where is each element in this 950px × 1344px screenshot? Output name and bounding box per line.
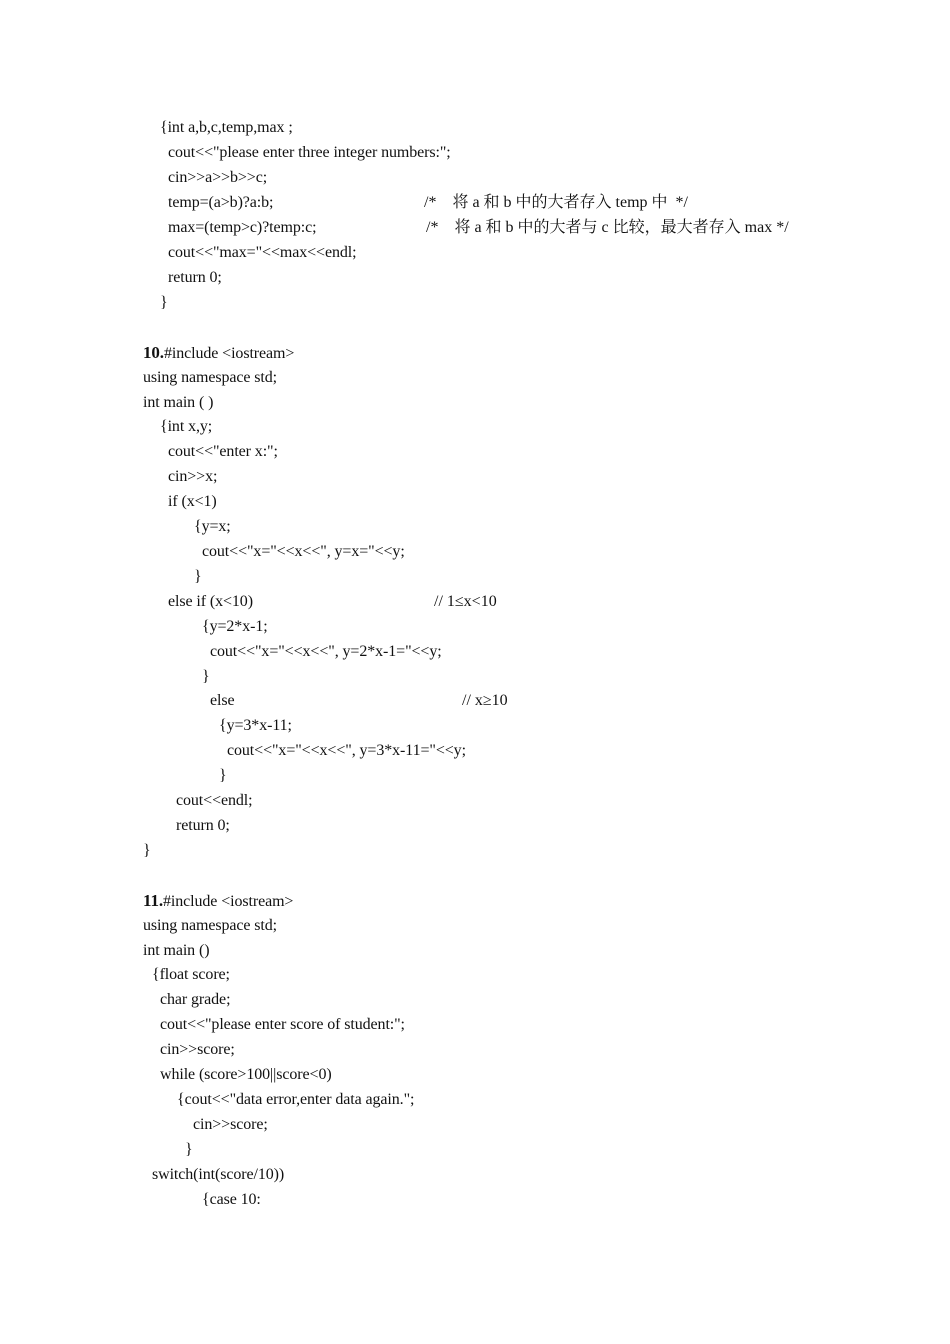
code-line: using namespace std; (143, 369, 277, 386)
code-line: {y=3*x-11; (219, 717, 292, 734)
code-line-with-number (143, 891, 293, 912)
code-line: {y=x; (194, 518, 231, 535)
code-line: cout<<"x="<<x<<", y=3*x-11="<<y; (227, 742, 466, 759)
code-line: return 0; (168, 269, 222, 286)
code-line: } (160, 294, 168, 311)
code-line: if (x<1) (168, 493, 217, 510)
code-line: } (194, 568, 202, 585)
code-line: {case 10: (202, 1191, 261, 1208)
code-line: {int x,y; (160, 418, 213, 435)
code-line: cin>>x; (168, 468, 218, 485)
code-line: cin>>score; (193, 1116, 268, 1133)
code-line: while (score>100||score<0) (160, 1066, 332, 1083)
code-text: #include <iostream> (163, 345, 295, 362)
code-comment: /* 将 a 和 b 中的大者存入 temp 中 */ (424, 194, 688, 211)
code-line: else if (x<10) (168, 593, 253, 610)
code-line: temp=(a>b)?a:b; (168, 194, 274, 211)
code-line: max=(temp>c)?temp:c; (168, 219, 317, 236)
code-line: int main ( ) (143, 394, 214, 411)
code-line: } (219, 767, 227, 784)
code-line: return 0; (176, 817, 230, 834)
code-line: int main () (143, 942, 210, 959)
code-line: } (143, 842, 151, 859)
code-comment: /* 将 a 和 b 中的大者与 c 比较，最大者存入 max */ (426, 219, 789, 236)
code-line: cout<<"please enter three integer numbers:"; (168, 144, 451, 161)
code-comment: // x≥10 (462, 692, 508, 709)
code-line: cout<<"enter x:"; (168, 443, 278, 460)
code-line: {float score; (152, 966, 230, 983)
code-line: {y=2*x-1; (202, 618, 268, 635)
code-line: char grade; (160, 991, 231, 1008)
code-line: } (202, 668, 210, 685)
code-line: {int a,b,c,temp,max ; (160, 119, 293, 136)
code-line: cout<<endl; (176, 792, 253, 809)
exercise-number: 11. (143, 891, 164, 910)
code-line: cin>>score; (160, 1041, 235, 1058)
code-comment: // 1≤x<10 (434, 593, 497, 610)
code-line: using namespace std; (143, 917, 277, 934)
code-line: cout<<"max="<<max<<endl; (168, 244, 357, 261)
code-line: cout<<"please enter score of student:"; (160, 1016, 405, 1033)
code-line: else (210, 692, 235, 709)
code-line: {cout<<"data error,enter data again."; (177, 1091, 415, 1108)
code-line: cin>>a>>b>>c; (168, 169, 268, 186)
exercise-number: 10. (143, 343, 164, 362)
code-text: #include <iostream> (163, 893, 294, 910)
code-line: cout<<"x="<<x<<", y=2*x-1="<<y; (210, 643, 442, 660)
code-line: cout<<"x="<<x<<", y=x="<<y; (202, 543, 405, 560)
code-line-with-number (143, 343, 294, 364)
code-line: switch(int(score/10)) (152, 1166, 285, 1183)
code-line: } (185, 1141, 193, 1158)
